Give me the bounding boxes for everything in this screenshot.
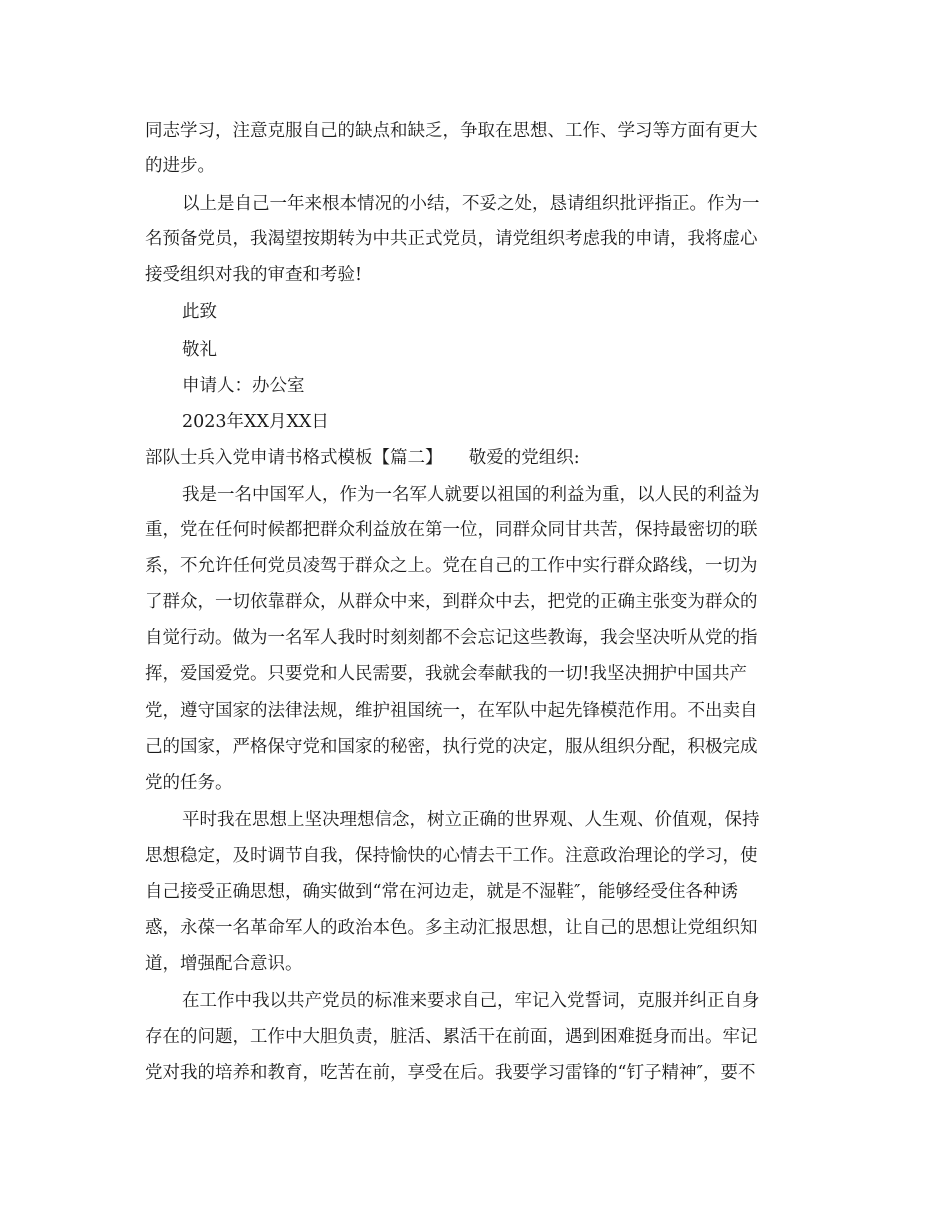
text-line: 名预备党员，我渴望按期转为中共正式党员，请党组织考虑我的申请，我将虚心	[145, 229, 758, 249]
text-line: 党对我的培养和教育，吃苦在前，享受在后。我要学习雷锋的“钉子精神″，要不	[145, 1063, 756, 1083]
closing-line: 此致	[182, 302, 217, 322]
text-line: 在工作中我以共产党员的标准来要求自己，牢记入党誓词，克服并纠正自身	[182, 991, 760, 1011]
text-line: 以上是自己一年来根本情况的小结，不妥之处，恳请组织批评指正。作为一	[182, 194, 760, 214]
text-line: 平时我在思想上坚决理想信念，树立正确的世界观、人生观、价值观，保持	[182, 810, 760, 830]
text-line: 我是一名中国军人，作为一名军人就要以祖国的利益为重，以人民的利益为	[182, 485, 760, 505]
text-line: 系，不允许任何党员凌驾于群众之上。党在自己的工作中实行群众路线，一切为	[145, 556, 758, 576]
text-line: 思想稳定，及时调节自我，保持愉快的心情去干工作。注意政治理论的学习，使	[145, 846, 758, 866]
applicant-line: 申请人：办公室	[182, 376, 305, 396]
date-line: 2023年XX月XX日	[182, 412, 329, 432]
text-line: 党，遵守国家的法律法规，维护祖国统一，在军队中起先锋模范作用。不出卖自	[145, 701, 758, 721]
text-line: 自己接受正确思想，确实做到“常在河边走，就是不湿鞋″，能够经受住各种诱	[145, 882, 738, 902]
text-line: 的进步。	[145, 156, 215, 176]
text-line: 存在的问题，工作中大胆负责，脏活、累活干在前面，遇到困难挺身而出。牢记	[145, 1027, 758, 1047]
text-line: 了群众，一切依靠群众，从群众中来，到群众中去，把党的正确主张变为群众的	[145, 592, 758, 612]
text-line: 同志学习，注意克服自己的缺点和缺乏，争取在思想、工作、学习等方面有更大	[145, 121, 758, 141]
text-line: 道，增强配合意识。	[145, 954, 303, 974]
text-line: 自觉行动。做为一名军人我时时刻刻都不会忘记这些教诲，我会坚决听从党的指	[145, 628, 758, 648]
text-line: 己的国家，严格保守党和国家的秘密，执行党的决定，服从组织分配，积极完成	[145, 737, 758, 757]
text-line: 党的任务。	[145, 773, 233, 793]
text-line: 挥，爱国爱党。只要党和人民需要，我就会奉献我的一切!我坚决拥护中国共产	[145, 664, 748, 684]
text-line: 接受组织对我的审查和考验!	[145, 265, 363, 285]
text-line: 重，党在任何时候都把群众利益放在第一位，同群众同甘共苦，保持最密切的联	[145, 520, 758, 540]
salutation-line: 敬礼	[182, 340, 217, 360]
section-heading: 部队士兵入党申请书格式模板【篇二】 敬爱的党组织:	[145, 448, 580, 468]
text-line: 惑，永葆一名革命军人的政治本色。多主动汇报思想，让自己的思想让党组织知	[145, 918, 758, 938]
